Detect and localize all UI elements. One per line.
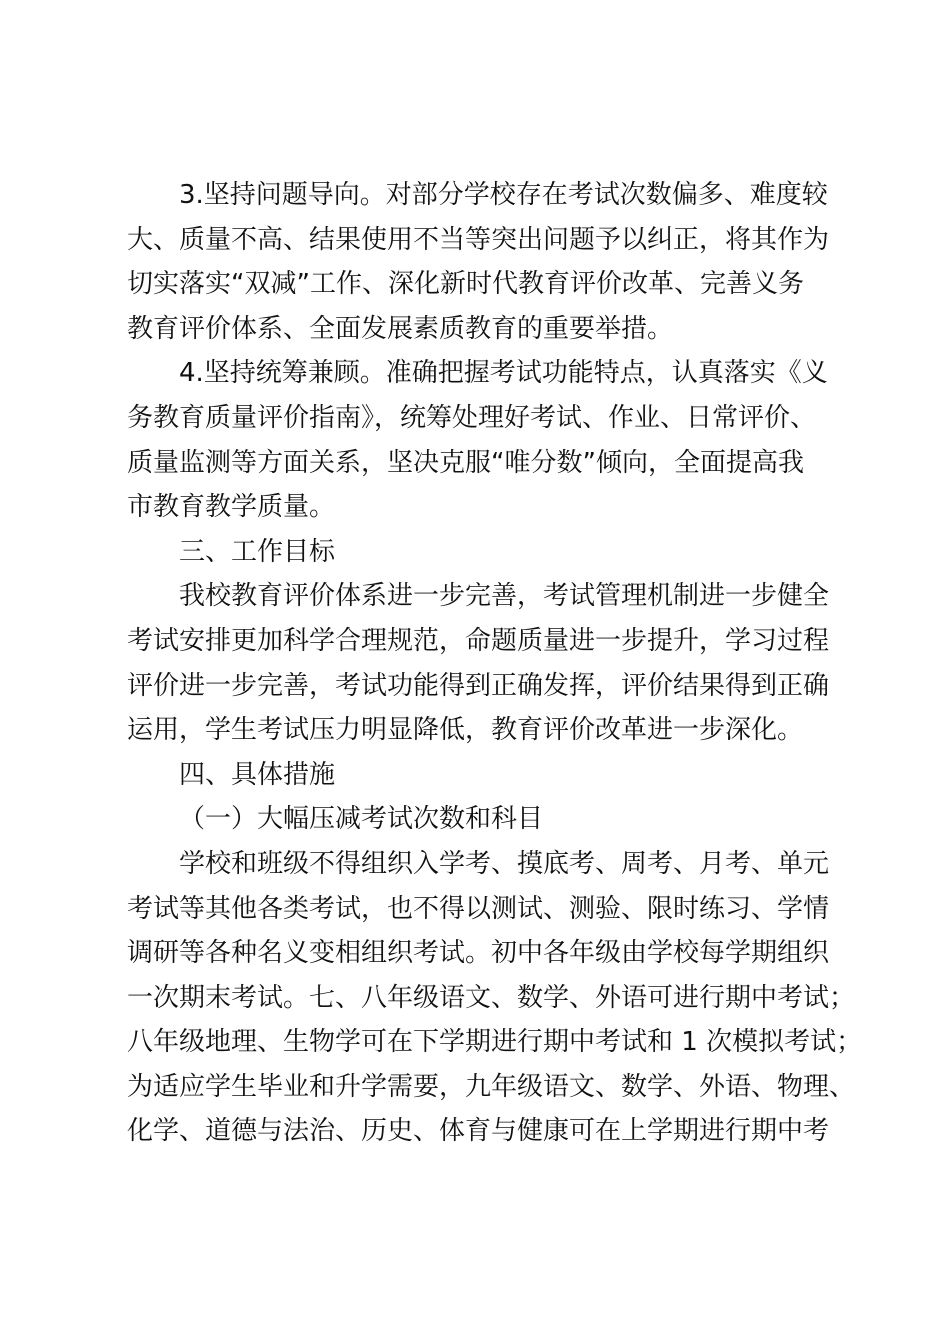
paragraph-line: 切实落实“双减”工作、深化新时代教育评价改革、完善义务	[127, 269, 804, 300]
paragraph-line: 运用，学生考试压力明显降低，教育评价改革进一步深化。	[127, 715, 804, 746]
subsection-heading: （一）大幅压减考试次数和科目	[179, 804, 544, 835]
paragraph-line: 化学、道德与法治、历史、体育与健康可在上学期进行期中考	[127, 1116, 830, 1147]
paragraph-line: 教育评价体系、全面发展素质教育的重要举措。	[127, 313, 674, 344]
paragraph-line: 大、质量不高、结果使用不当等突出问题予以纠正，将其作为	[127, 224, 830, 255]
section-heading: 四、具体措施	[179, 759, 336, 790]
section-heading: 三、工作目标	[179, 536, 336, 567]
document-body	[127, 173, 863, 1154]
paragraph-line: 考试等其他各类考试，也不得以测试、测验、限时练习、学情	[127, 893, 830, 924]
paragraph-line: 考试安排更加科学合理规范，命题质量进一步提升，学习过程	[127, 625, 830, 656]
paragraph-line: 一次期末考试。七、八年级语文、数学、外语可进行期中考试；	[127, 982, 856, 1013]
paragraph-line: 务教育质量评价指南》，统筹处理好考试、作业、日常评价、	[127, 402, 817, 433]
paragraph-line: 八年级地理、生物学可在下学期进行期中考试和 1 次模拟考试；	[127, 1027, 863, 1058]
paragraph-line: 市教育教学质量。	[127, 492, 336, 523]
paragraph-line: 评价进一步完善，考试功能得到正确发挥，评价结果得到正确	[127, 670, 830, 701]
paragraph-line: 4.坚持统筹兼顾。准确把握考试功能特点，认真落实《义	[179, 358, 828, 389]
paragraph-line: 3.坚持问题导向。对部分学校存在考试次数偏多、难度较	[179, 180, 828, 210]
paragraph-line: 为适应学生毕业和升学需要，九年级语文、数学、外语、物理、	[127, 1071, 856, 1102]
paragraph-line: 学校和班级不得组织入学考、摸底考、周考、月考、单元	[179, 848, 830, 879]
paragraph-line: 质量监测等方面关系，坚决克服“唯分数”倾向，全面提高我	[127, 447, 804, 478]
paragraph-line: 调研等各种名义变相组织考试。初中各年级由学校每学期组织	[127, 938, 830, 969]
paragraph-line: 我校教育评价体系进一步完善，考试管理机制进一步健全	[179, 581, 830, 612]
